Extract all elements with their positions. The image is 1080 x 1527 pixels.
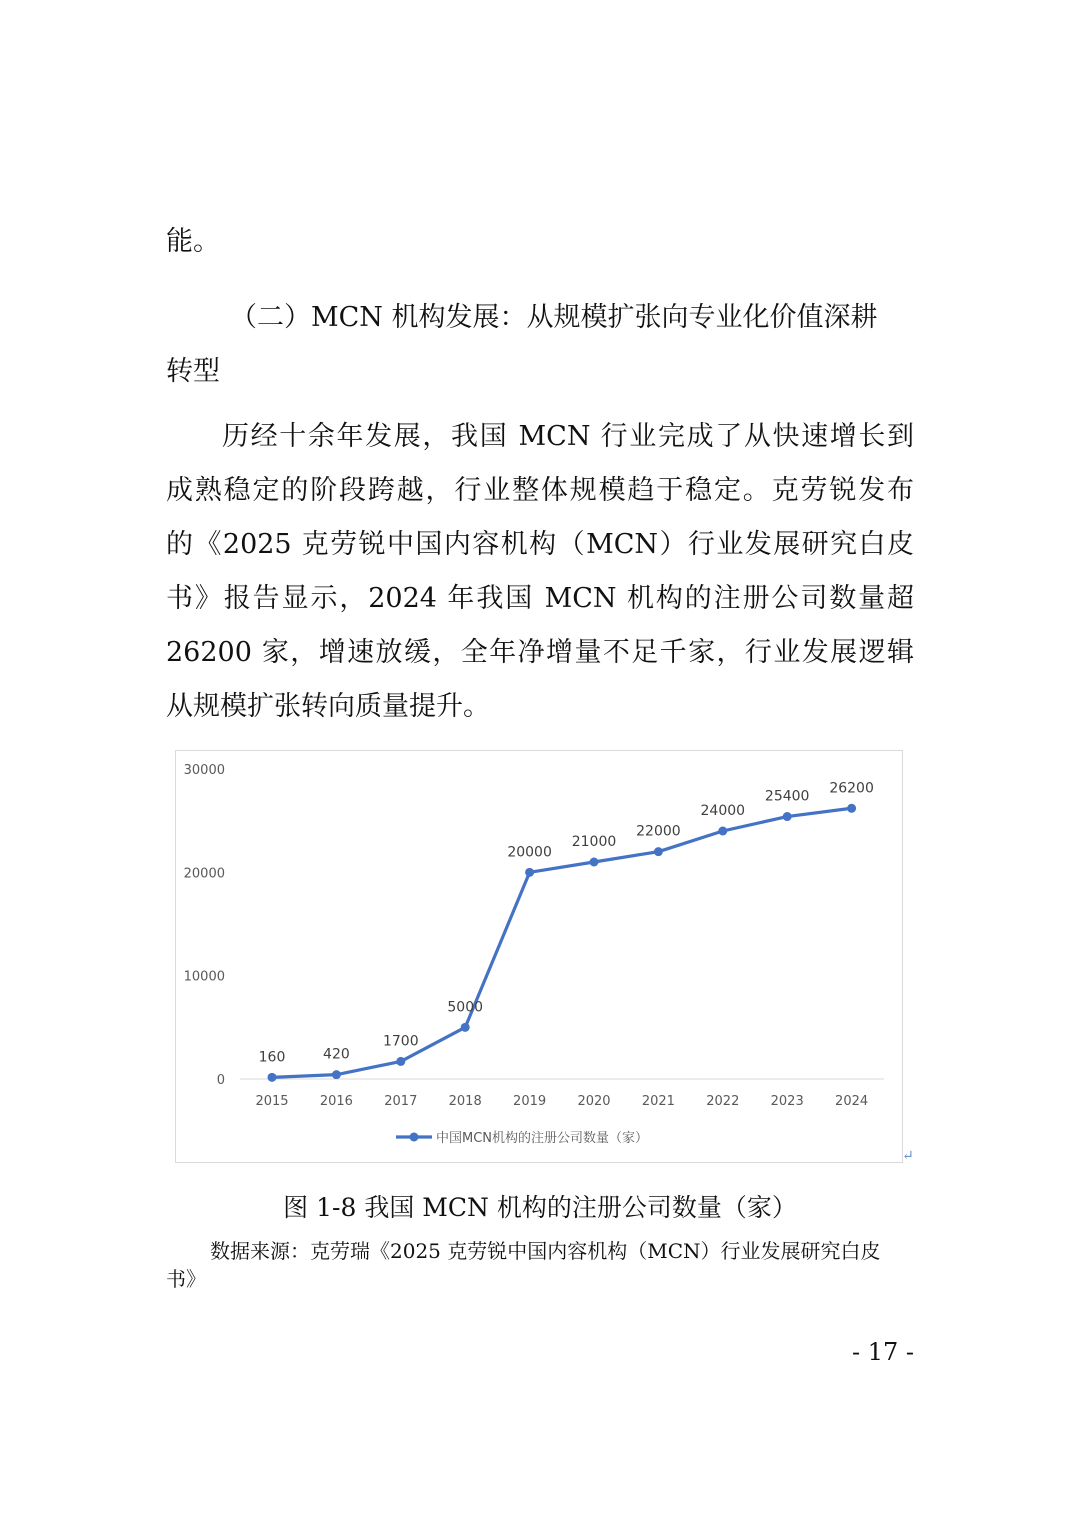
y-tick-label: 30000 bbox=[183, 763, 225, 778]
data-label: 5000 bbox=[447, 999, 484, 1016]
source-line-1: 数据来源：克劳瑞《2025 克劳锐中国内容机构（MCN）行业发展研究白皮 bbox=[210, 1239, 881, 1263]
page-number: - 17 - bbox=[851, 1338, 914, 1366]
data-label: 22000 bbox=[636, 823, 681, 840]
data-label: 24000 bbox=[700, 803, 746, 819]
data-label: 420 bbox=[323, 1046, 350, 1063]
data-label: 160 bbox=[258, 1049, 286, 1066]
data-point bbox=[590, 858, 599, 867]
data-point bbox=[718, 827, 727, 836]
data-point bbox=[396, 1057, 405, 1066]
body-line-2: 成熟稳定的阶段跨越，行业整体规模趋于稳定。克劳锐发布 bbox=[166, 475, 914, 506]
x-tick-label: 2020 bbox=[577, 1094, 611, 1109]
data-point bbox=[268, 1073, 277, 1082]
y-tick-label: 20000 bbox=[183, 866, 225, 882]
data-point bbox=[783, 812, 792, 821]
x-tick-label: 2021 bbox=[641, 1094, 675, 1109]
line-chart bbox=[175, 750, 903, 1163]
y-tick-label: 0 bbox=[216, 1073, 225, 1088]
body-line-1: 历经十余年发展，我国 MCN 行业完成了从快速增长到 bbox=[222, 421, 914, 452]
data-label: 25400 bbox=[764, 788, 810, 805]
series-line bbox=[272, 808, 852, 1077]
section-heading-line2: 转型 bbox=[166, 356, 220, 387]
x-tick-label: 2019 bbox=[513, 1094, 547, 1109]
source-line-2: 书》 bbox=[166, 1267, 206, 1291]
return-mark-icon: ↵ bbox=[902, 1148, 914, 1164]
data-point bbox=[847, 804, 856, 813]
y-tick-label: 10000 bbox=[183, 969, 225, 985]
x-tick-label: 2016 bbox=[319, 1094, 353, 1109]
chart-svg bbox=[176, 751, 904, 1164]
x-tick-label: 2022 bbox=[706, 1094, 740, 1109]
data-label: 26200 bbox=[829, 780, 874, 797]
body-line-4: 书》报告显示，2024 年我国 MCN 机构的注册公司数量超 bbox=[166, 583, 914, 614]
x-tick-label: 2015 bbox=[255, 1094, 289, 1109]
legend-label: 中国MCN机构的注册公司数量（家） bbox=[436, 1131, 649, 1146]
data-label: 21000 bbox=[571, 834, 617, 850]
data-point bbox=[461, 1023, 470, 1032]
data-point bbox=[332, 1070, 341, 1079]
section-heading-line1: （二）MCN 机构发展：从规模扩张向专业化价值深耕 bbox=[230, 302, 878, 333]
data-point bbox=[654, 847, 663, 856]
data-label: 20000 bbox=[507, 844, 552, 861]
body-line-6: 从规模扩张转向质量提升。 bbox=[166, 691, 490, 722]
x-tick-label: 2023 bbox=[770, 1094, 804, 1109]
legend-marker-icon bbox=[410, 1133, 419, 1142]
data-label: 1700 bbox=[382, 1033, 419, 1050]
data-point bbox=[525, 868, 534, 877]
x-tick-label: 2018 bbox=[448, 1094, 482, 1109]
body-line-3: 的《2025 克劳锐中国内容机构（MCN）行业发展研究白皮 bbox=[166, 529, 914, 560]
paragraph-end: 能。 bbox=[166, 226, 220, 257]
x-tick-label: 2017 bbox=[384, 1094, 418, 1109]
x-tick-label: 2024 bbox=[835, 1094, 869, 1109]
body-line-5: 26200 家，增速放缓，全年净增量不足千家，行业发展逻辑 bbox=[166, 637, 914, 668]
figure-caption: 图 1-8 我国 MCN 机构的注册公司数量（家） bbox=[283, 1193, 797, 1222]
